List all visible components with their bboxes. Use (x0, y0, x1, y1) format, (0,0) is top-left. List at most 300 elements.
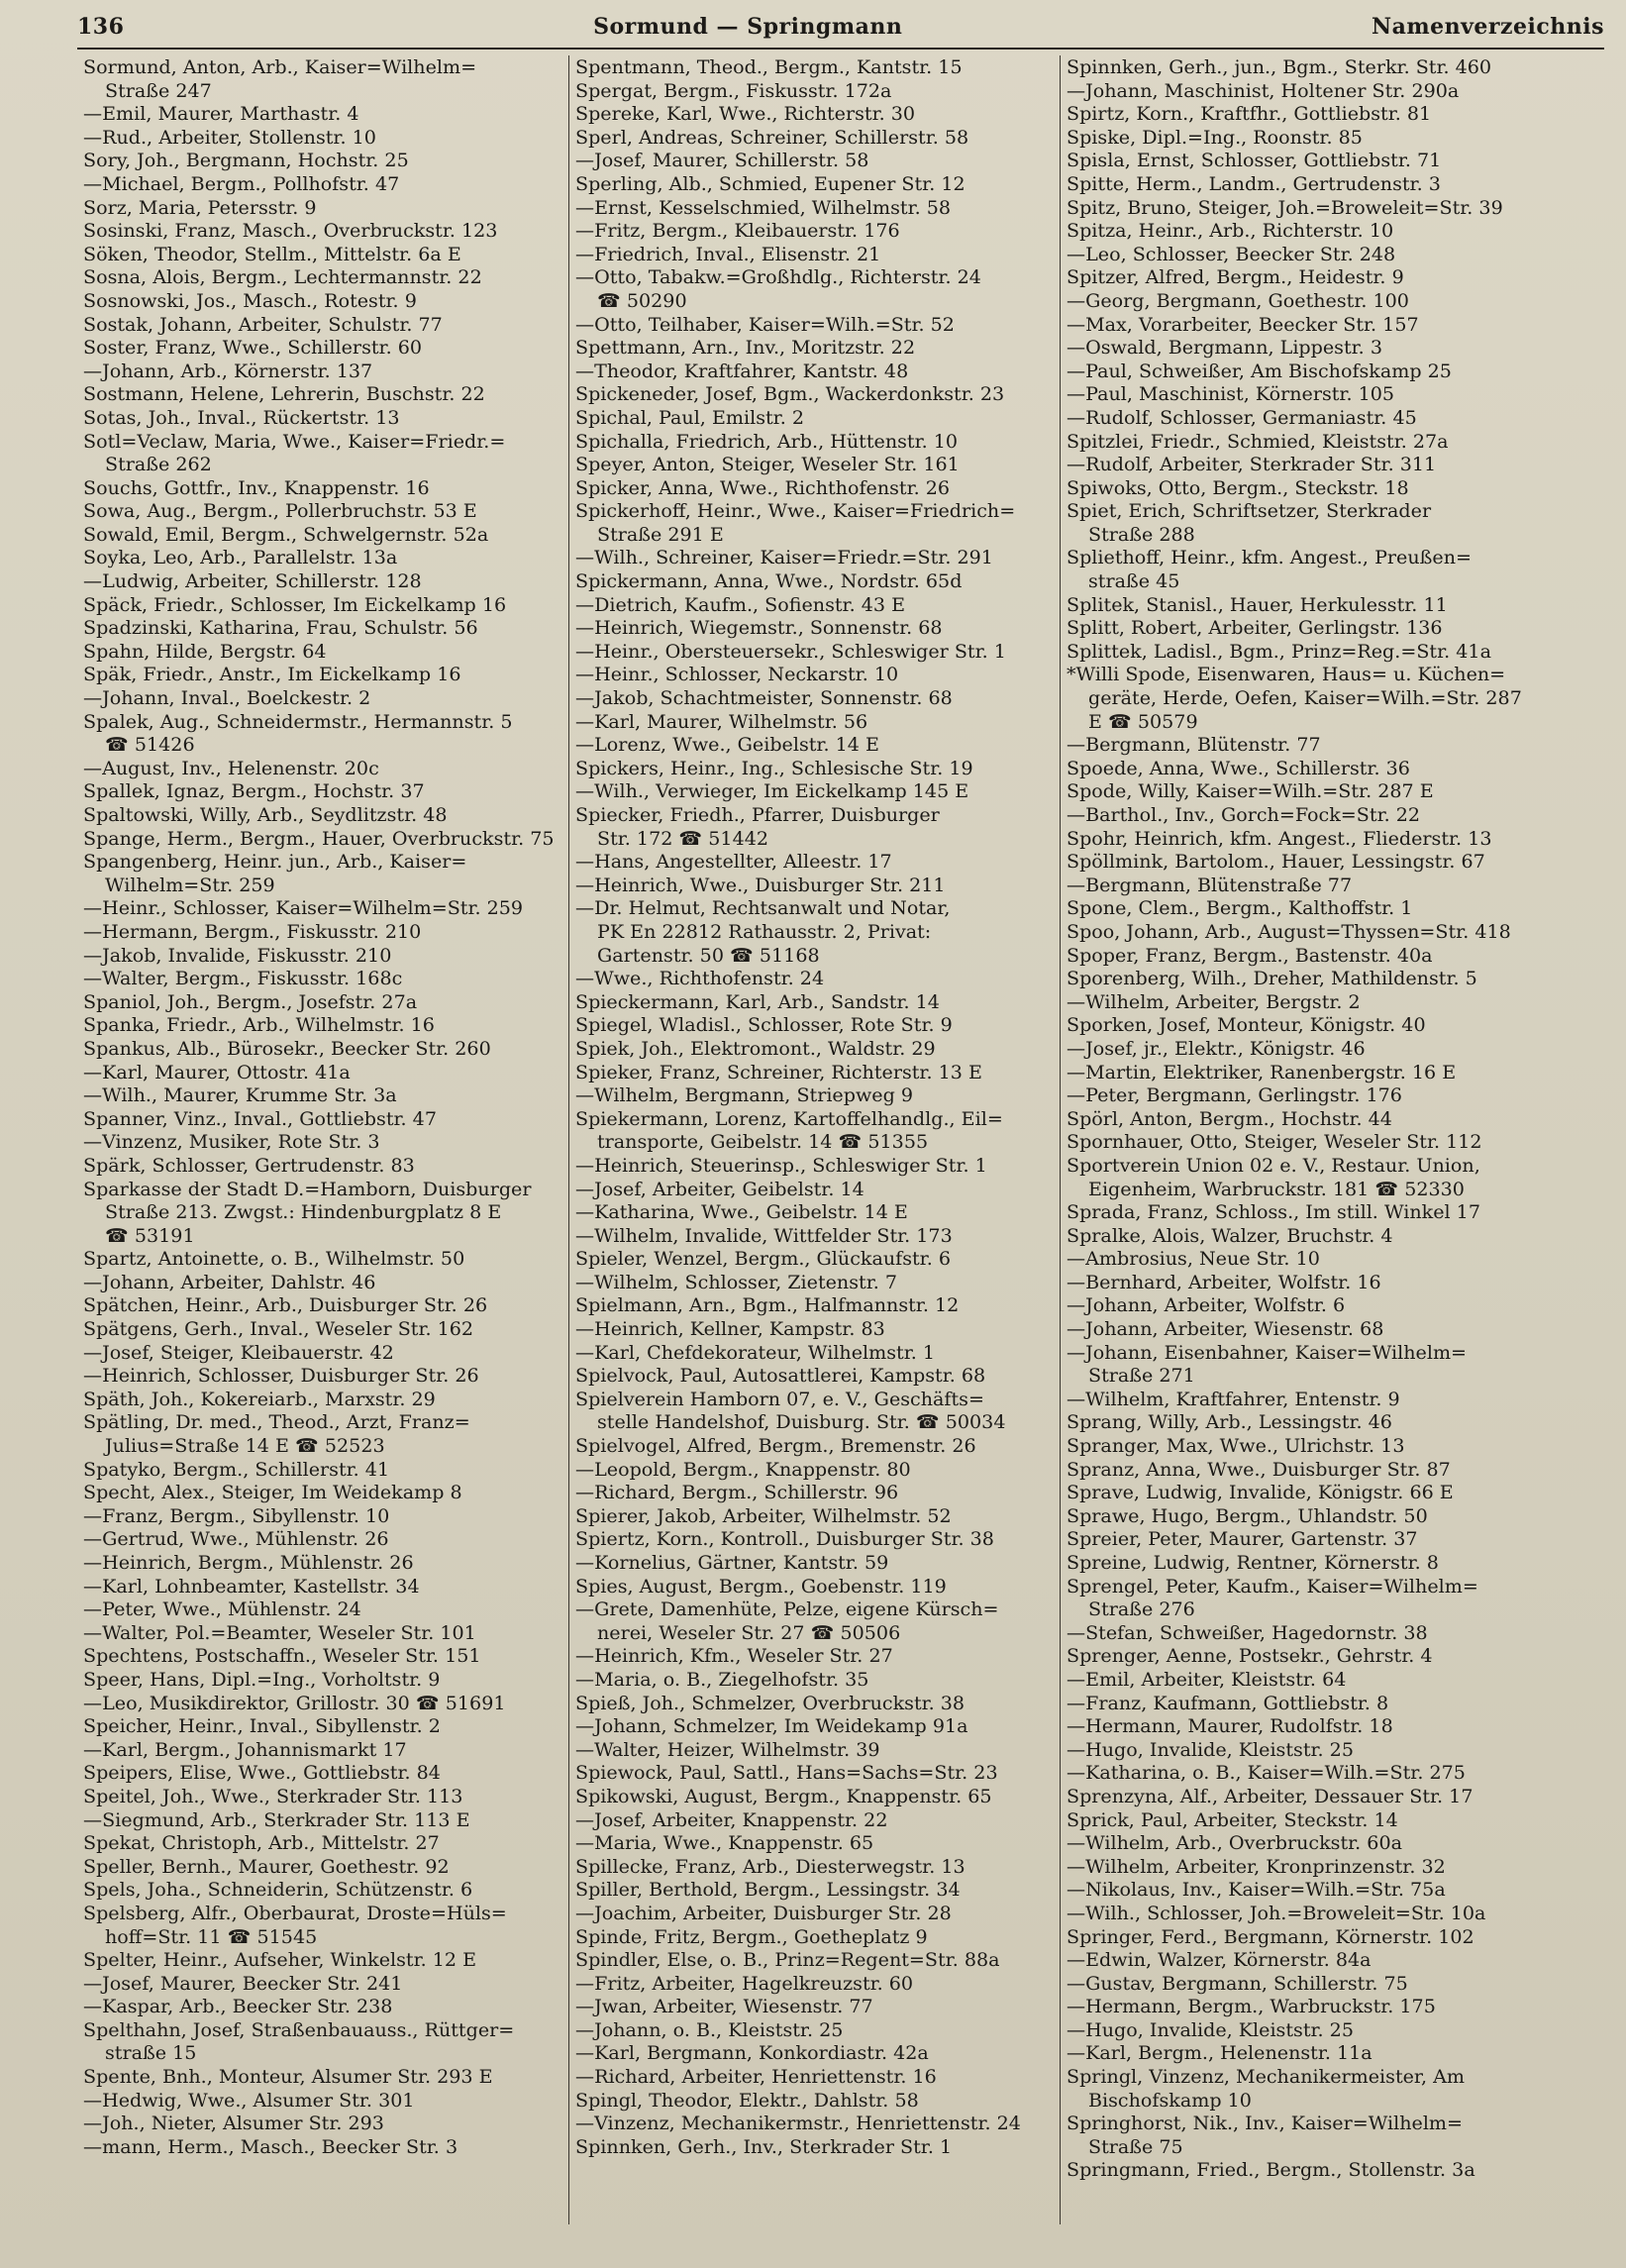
entry-text: Spitzlei, Friedr., Schmied, Kleiststr. 27a (1067, 429, 1449, 453)
entry-text: —Martin, Elektriker, Ranenbergstr. 16 E (1067, 1060, 1457, 1083)
directory-entry (83, 803, 562, 827)
entry-text: —Heinrich, Kfm., Weseler Str. 27 (575, 1644, 893, 1668)
directory-entry (1067, 453, 1545, 476)
directory-entry (575, 1388, 1054, 1434)
directory-entry (83, 1504, 562, 1528)
directory-entry (575, 686, 1054, 710)
directory-entry (83, 1154, 562, 1178)
entry-text: Speller, Bernh., Maurer, Goethestr. 92 (83, 1854, 450, 1878)
directory-entry (1067, 616, 1545, 640)
directory-entry (575, 1785, 1054, 1808)
entry-text: —Jakob, Schachtmeister, Sonnenstr. 68 (575, 686, 953, 710)
directory-entry (83, 1364, 562, 1388)
entry-text: Spahn, Hilde, Bergstr. 64 (83, 639, 327, 663)
entry-text: —Joachim, Arbeiter, Duisburger Str. 28 (575, 1901, 952, 1924)
directory-entry (83, 593, 562, 617)
entry-text: —Johann, Arbeiter, Wolfstr. 6 (1067, 1293, 1346, 1317)
directory-entry (83, 1458, 562, 1482)
directory-entry (1067, 1061, 1545, 1084)
entry-text: —Wilhelm, Schlosser, Zietenstr. 7 (575, 1270, 898, 1293)
directory-entry (1067, 1644, 1545, 1668)
directory-entry (83, 55, 562, 102)
entry-text: Spornhauer, Otto, Steiger, Weseler Str. 112 (1067, 1130, 1482, 1154)
directory-entry (1067, 1341, 1545, 1388)
column-3 (1060, 55, 1551, 2224)
entry-text: Sosnowski, Jos., Masch., Rotestr. 9 (83, 288, 417, 312)
entry-text: Spinde, Fritz, Bergm., Goetheplatz 9 (575, 1924, 928, 1948)
entry-text: Specht, Alex., Steiger, Im Weidekamp 8 (83, 1481, 462, 1504)
entry-text: Sotl=Veclaw, Maria, Wwe., Kaiser=Friedr.= (83, 429, 506, 453)
directory-entry (575, 779, 1054, 803)
entry-text: Spieß, Joh., Schmelzer, Overbruckstr. 38 (575, 1691, 965, 1714)
directory-entry (83, 944, 562, 968)
entry-text: Spelter, Heinr., Aufseher, Winkelstr. 12 E (83, 1948, 477, 1972)
directory-entry (575, 382, 1054, 406)
directory-entry (83, 896, 562, 920)
directory-entry (1067, 289, 1545, 313)
directory-entry (1067, 733, 1545, 757)
entry-text: —Heinrich, Wiegemstr., Sonnenstr. 68 (575, 616, 943, 640)
entry-text: Spiwoks, Otto, Bergm., Steckstr. 18 (1067, 475, 1409, 499)
entry-text: —Johann, Maschinist, Holtener Str. 290a (1067, 78, 1460, 102)
entry-text: Spiek, Joh., Elektromont., Waldstr. 29 (575, 1036, 936, 1060)
directory-entry (1067, 896, 1545, 920)
entry-text: Springl, Vinzenz, Mechanikermeister, Am (1067, 2065, 1465, 2089)
entry-text: —Otto, Tabakw.=Großhdlg., Richterstr. 24 (575, 265, 981, 289)
entry-text: Sostmann, Helene, Lehrerin, Buschstr. 22 (83, 382, 485, 406)
directory-entry (575, 569, 1054, 593)
entry-text: Spitzer, Alfred, Bergm., Heidestr. 9 (1067, 265, 1404, 289)
entry-text: Sprave, Ludwig, Invalide, Königstr. 66 E (1067, 1481, 1454, 1504)
entry-text: Spöllmink, Bartolom., Hauer, Lessingstr. 67 (1067, 850, 1485, 874)
directory-entry (1067, 967, 1545, 990)
directory-entry (1067, 196, 1545, 220)
entry-text: —Vinzenz, Mechanikermstr., Henriettenstr. 24 (575, 2112, 1021, 2135)
entry-text: —Michael, Bergm., Pollhofstr. 47 (83, 171, 400, 195)
directory-entry (1067, 640, 1545, 664)
directory-entry (1067, 1995, 1545, 2018)
entry-text: —Wilhelm, Arbeiter, Kronprinzenstr. 32 (1067, 1854, 1446, 1878)
entry-text: Spätling, Dr. med., Theod., Arzt, Franz= (83, 1410, 470, 1434)
entry-text: —Peter, Wwe., Mühlenstr. 24 (83, 1598, 361, 1621)
directory-entry (575, 1037, 1054, 1061)
directory-entry (1067, 79, 1545, 103)
entry-text: Soster, Franz, Wwe., Schillerstr. 60 (83, 336, 422, 360)
entry-text: Sprang, Willy, Arb., Lessingstr. 46 (1067, 1410, 1392, 1434)
entry-text: —Wilhelm, Invalide, Wittfelder Str. 173 (575, 1223, 953, 1247)
directory-entry (83, 1692, 562, 1715)
entry-text: Spirtz, Korn., Kraftfhr., Gottliebstr. 81 (1067, 102, 1432, 126)
directory-entry (575, 1458, 1054, 1482)
entry-text: Springhorst, Nik., Inv., Kaiser=Wilhelm= (1067, 2112, 1464, 2135)
entry-continuation: Straße 291 E (597, 522, 724, 546)
entry-continuation: Straße 271 (1088, 1364, 1195, 1388)
entry-text: —Johann, Arb., Körnerstr. 137 (83, 359, 373, 382)
directory-entry (575, 874, 1054, 897)
directory-entry (575, 1224, 1054, 1248)
entry-text: Spieler, Wenzel, Bergm., Glückaufstr. 6 (575, 1247, 952, 1271)
directory-entry (83, 1130, 562, 1154)
entry-text: Spechtens, Postschaffn., Weseler Str. 151 (83, 1644, 481, 1668)
directory-entry (575, 850, 1054, 874)
directory-entry (83, 1083, 562, 1107)
directory-entry (575, 640, 1054, 664)
directory-entry (1067, 1902, 1545, 1925)
entry-text: —Hermann, Bergm., Fiskusstr. 210 (83, 919, 422, 943)
entry-text: Speer, Hans, Dipl.=Ing., Vorholtstr. 9 (83, 1667, 441, 1691)
entry-text: —Peter, Bergmann, Gerlingstr. 176 (1067, 1083, 1402, 1107)
directory-entry (1067, 1972, 1545, 1996)
directory-entry (1067, 1948, 1545, 1972)
entry-continuation: Straße 276 (1088, 1598, 1195, 1621)
directory-entry (575, 1481, 1054, 1504)
entry-text: —Kornelius, Gärtner, Kantstr. 59 (575, 1551, 889, 1574)
directory-entry (575, 2041, 1054, 2065)
directory-entry (1067, 874, 1545, 897)
directory-entry (575, 1878, 1054, 1902)
entry-text: —Franz, Bergm., Sibyllenstr. 10 (83, 1503, 390, 1527)
entry-text: Spinnken, Gerh., jun., Bgm., Sterkr. Str. 460 (1067, 55, 1492, 78)
entry-text: —Hugo, Invalide, Kleiststr. 25 (1067, 2017, 1354, 2041)
entry-text: Spaltowski, Willy, Arb., Seydlitzstr. 48 (83, 803, 448, 826)
directory-entry (575, 1761, 1054, 1785)
directory-entry (575, 1598, 1054, 1644)
entry-text: —Karl, Chefdekorateur, Wilhelmstr. 1 (575, 1340, 936, 1364)
entry-text: —Theodor, Kraftfahrer, Kantstr. 48 (575, 359, 909, 382)
directory-entry (83, 1878, 562, 1902)
entry-text: —Johann, Arbeiter, Wiesenstr. 68 (1067, 1317, 1384, 1341)
directory-entry (575, 1247, 1054, 1271)
entry-text: Splittek, Ladisl., Bgm., Prinz=Reg.=Str. 41a (1067, 639, 1491, 663)
directory-entry (83, 406, 562, 430)
entry-text: Sory, Joh., Bergmann, Hochstr. 25 (83, 149, 409, 172)
directory-entry (83, 686, 562, 710)
entry-text: Spalek, Aug., Schneidermstr., Hermannstr. 5 (83, 709, 513, 733)
entry-text: —August, Inv., Helenenstr. 20c (83, 756, 379, 779)
entry-text: —Karl, Bergm., Johannismarkt 17 (83, 1737, 407, 1761)
entry-text: —Ernst, Kesselschmied, Wilhelmstr. 58 (575, 195, 952, 219)
directory-entry (1067, 1410, 1545, 1434)
entry-text: Spiewock, Paul, Sattl., Hans=Sachs=Str. 23 (575, 1761, 998, 1785)
entry-text: Spreine, Ludwig, Rentner, Körnerstr. 8 (1067, 1551, 1439, 1574)
directory-entry (575, 406, 1054, 430)
entry-text: —Stefan, Schweißer, Hagedornstr. 38 (1067, 1620, 1428, 1644)
directory-entry (575, 453, 1054, 476)
entry-text: Sparkasse der Stadt D.=Hamborn, Duisburger (83, 1177, 532, 1200)
entry-text: Sprenzyna, Alf., Arbeiter, Dessauer Str. 17 (1067, 1784, 1474, 1807)
directory-entry (575, 1527, 1054, 1551)
directory-entry (83, 1293, 562, 1317)
directory-entry (83, 990, 562, 1014)
entry-text: Spierer, Jakob, Arbeiter, Wilhelmstr. 52 (575, 1503, 952, 1527)
directory-entry (1067, 1878, 1545, 1902)
directory-entry (575, 430, 1054, 454)
directory-entry (83, 1271, 562, 1294)
entry-text: Spitza, Heinr., Arb., Richterstr. 10 (1067, 219, 1394, 243)
directory-entry (1067, 2041, 1545, 2065)
entry-text: —Grete, Damenhüte, Pelze, eigene Kürsch= (575, 1598, 999, 1621)
entry-continuation: E ☎ 50579 (1088, 709, 1198, 733)
directory-entry (575, 1995, 1054, 2018)
entry-text: —Wilh., Maurer, Krumme Str. 3a (83, 1083, 397, 1107)
entry-text: Späth, Joh., Kokereiarb., Marxstr. 29 (83, 1387, 436, 1410)
directory-entry (575, 196, 1054, 220)
directory-entry (83, 2018, 562, 2065)
entry-text: —Leopold, Bergm., Knappenstr. 80 (575, 1457, 911, 1481)
entry-text: Spereke, Karl, Wwe., Richterstr. 30 (575, 102, 916, 126)
entry-text: Spickeneder, Josef, Bgm., Wackerdonkstr. 23 (575, 382, 1005, 406)
entry-text: —Johann, Eisenbahner, Kaiser=Wilhelm= (1067, 1340, 1468, 1364)
directory-entry (1067, 1527, 1545, 1551)
directory-entry (83, 313, 562, 337)
directory-entry (575, 1271, 1054, 1294)
entry-text: —Georg, Bergmann, Goethestr. 100 (1067, 288, 1409, 312)
directory-entry (1067, 336, 1545, 360)
entry-text: Spone, Clem., Bergm., Kalthoffstr. 1 (1067, 896, 1413, 920)
entry-continuation: Straße 75 (1088, 2134, 1183, 2158)
directory-entry (83, 1621, 562, 1645)
entry-text: Sprick, Paul, Arbeiter, Steckstr. 14 (1067, 1807, 1398, 1831)
directory-entry (575, 1154, 1054, 1178)
entry-continuation: Str. 172 ☎ 51442 (597, 826, 769, 850)
directory-entry (83, 1995, 562, 2018)
entry-text: —Karl, Maurer, Wilhelmstr. 56 (575, 709, 868, 733)
entry-text: —Hermann, Bergm., Warbruckstr. 175 (1067, 1995, 1436, 2018)
directory-entry (1067, 1481, 1545, 1504)
directory-entry (575, 1364, 1054, 1388)
directory-entry (83, 149, 562, 172)
directory-entry (1067, 663, 1545, 733)
entry-text: Sowa, Aug., Bergm., Pollerbruchstr. 53 E (83, 499, 477, 523)
entry-text: Spiekermann, Lorenz, Kartoffelhandlg., Eil= (575, 1106, 1003, 1130)
entry-text: Sprengel, Peter, Kaufm., Kaiser=Wilhelm= (1067, 1574, 1478, 1598)
entry-text: Spärk, Schlosser, Gertrudenstr. 83 (83, 1153, 415, 1177)
directory-entry (575, 1341, 1054, 1365)
entry-text: Spode, Willy, Kaiser=Wilh.=Str. 287 E (1067, 779, 1434, 803)
entry-text: Sowald, Emil, Bergm., Schwelgernstr. 52a (83, 522, 489, 546)
directory-entry (1067, 382, 1545, 406)
entry-text: —Josef, Arbeiter, Knappenstr. 22 (575, 1807, 888, 1831)
directory-entry (83, 499, 562, 523)
entry-text: —Heinrich, Wwe., Duisburger Str. 211 (575, 873, 946, 896)
directory-entry (575, 1668, 1054, 1692)
entry-text: —Wilhelm, Arb., Overbruckstr. 60a (1067, 1831, 1402, 1855)
directory-entry (1067, 219, 1545, 243)
entry-text: Spallek, Ignaz, Bergm., Hochstr. 37 (83, 779, 425, 803)
directory-entry (575, 616, 1054, 640)
directory-entry (575, 757, 1054, 780)
directory-entry (575, 803, 1054, 850)
entry-text: —mann, Herm., Masch., Beecker Str. 3 (83, 2134, 458, 2158)
directory-entry (1067, 430, 1545, 454)
directory-entry (83, 1388, 562, 1411)
directory-entry (83, 2089, 562, 2113)
entry-text: Spanner, Vinz., Inval., Gottliebstr. 47 (83, 1106, 437, 1130)
entry-text: Späck, Friedr., Schlosser, Im Eickelkamp 16 (83, 592, 507, 616)
directory-entry (1067, 1388, 1545, 1411)
column-1 (77, 55, 568, 2224)
directory-entry (1067, 1154, 1545, 1200)
entry-text: —Wwe., Richthofenstr. 24 (575, 967, 825, 990)
entry-text: —Otto, Teilhaber, Kaiser=Wilh.=Str. 52 (575, 312, 955, 336)
entry-text: Sporken, Josef, Monteur, Königstr. 40 (1067, 1013, 1426, 1037)
entry-text: —Heinr., Schlosser, Kaiser=Wilhelm=Str. 259 (83, 896, 524, 920)
directory-entry (1067, 102, 1545, 126)
directory-entry (575, 593, 1054, 617)
entry-text: Spiegel, Wladisl., Schlosser, Rote Str. 9 (575, 1013, 953, 1037)
entry-text: —Karl, Bergmann, Konkordiastr. 42a (575, 2041, 929, 2065)
entry-text: —Franz, Kaufmann, Gottliebstr. 8 (1067, 1691, 1389, 1714)
directory-entry (1067, 1200, 1545, 1224)
directory-entry (83, 663, 562, 686)
directory-entry (575, 1083, 1054, 1107)
entry-text: —Bergmann, Blütenstr. 77 (1067, 733, 1321, 757)
entry-text: —Heinr., Schlosser, Neckarstr. 10 (575, 663, 899, 686)
entry-text: Spettmann, Arn., Inv., Moritzstr. 22 (575, 336, 916, 360)
entry-text: —Vinzenz, Musiker, Rote Str. 3 (83, 1130, 380, 1154)
entry-continuation: nerei, Weseler Str. 27 ☎ 50506 (597, 1620, 901, 1644)
directory-entry (575, 1013, 1054, 1037)
directory-entry (1067, 1761, 1545, 1785)
entry-text: —Maria, Wwe., Knappenstr. 65 (575, 1831, 874, 1855)
directory-entry (575, 1575, 1054, 1598)
entry-text: Spisla, Ernst, Schlosser, Gottliebstr. 71 (1067, 149, 1442, 172)
entry-text: Spergat, Bergm., Fiskusstr. 172a (575, 78, 892, 102)
entry-text: Spentmann, Theod., Bergm., Kantstr. 15 (575, 55, 963, 78)
entry-text: Soyka, Leo, Arb., Parallelstr. 13a (83, 546, 398, 569)
directory-entry (1067, 2158, 1545, 2182)
entry-continuation: ☎ 50290 (597, 288, 687, 312)
entry-text: Spies, August, Bergm., Goebenstr. 119 (575, 1574, 947, 1598)
directory-entry (83, 1341, 562, 1365)
directory-entry (1067, 827, 1545, 851)
entry-text: Spranz, Anna, Wwe., Duisburger Str. 87 (1067, 1457, 1451, 1481)
directory-entry (83, 1410, 562, 1457)
entry-text: —Wilhelm, Arbeiter, Bergstr. 2 (1067, 989, 1361, 1013)
entry-text: Spitte, Herm., Landm., Gertrudenstr. 3 (1067, 171, 1441, 195)
entry-text: Spekat, Christoph, Arb., Mittelstr. 27 (83, 1831, 440, 1855)
entry-text: Sperling, Alb., Schmied, Eupener Str. 12 (575, 171, 965, 195)
entry-continuation: Straße 288 (1088, 522, 1195, 546)
directory-entry (83, 1551, 562, 1575)
directory-entry (83, 1598, 562, 1621)
directory-entry (83, 360, 562, 383)
directory-entry (575, 313, 1054, 337)
directory-entry (83, 2065, 562, 2089)
directory-entry (83, 1761, 562, 1785)
directory-entry (83, 827, 562, 851)
directory-entry (575, 336, 1054, 360)
directory-entry (1067, 1434, 1545, 1458)
entry-text: —Fritz, Bergm., Kleibauerstr. 176 (575, 219, 900, 243)
entry-text: —Joh., Nieter, Alsumer Str. 293 (83, 2112, 384, 2135)
directory-entry (1067, 1037, 1545, 1061)
entry-text: —Walter, Bergm., Fiskusstr. 168c (83, 967, 403, 990)
directory-entry (1067, 2065, 1545, 2112)
entry-text: Spätchen, Heinr., Arb., Duisburger Str. 26 (83, 1293, 488, 1317)
directory-entry (1067, 1293, 1545, 1317)
entry-text: —Lorenz, Wwe., Geibelstr. 14 E (575, 733, 879, 757)
entry-text: Spange, Herm., Bergm., Hauer, Overbruckstr. 75 (83, 826, 555, 850)
entry-text: Spikowski, August, Bergm., Knappenstr. 65 (575, 1784, 992, 1807)
directory-entry (83, 243, 562, 266)
entry-continuation: stelle Handelshof, Duisburg. Str. ☎ 50034 (597, 1410, 1006, 1434)
directory-entry (83, 196, 562, 220)
entry-text: —Nikolaus, Inv., Kaiser=Wilh.=Str. 75a (1067, 1878, 1446, 1902)
entry-text: Spelsberg, Alfr., Oberbaurat, Droste=Hüls= (83, 1901, 507, 1924)
entry-text: —Josef, jr., Elektr., Königstr. 46 (1067, 1036, 1366, 1060)
entry-columns (77, 55, 1604, 2224)
entry-text: Speitel, Joh., Wwe., Sterkrader Str. 113 (83, 1784, 463, 1807)
entry-text: Springmann, Fried., Bergm., Stollenstr. 3a (1067, 2158, 1475, 2182)
entry-text: —Richard, Bergm., Schillerstr. 96 (575, 1481, 899, 1504)
directory-entry (575, 172, 1054, 196)
directory-entry (575, 2089, 1054, 2113)
entry-text: —Heinrich, Steuerinsp., Schleswiger Str. 1 (575, 1153, 987, 1177)
directory-entry (1067, 593, 1545, 617)
entry-text: Spiske, Dipl.=Ing., Roonstr. 85 (1067, 125, 1363, 149)
directory-entry (83, 850, 562, 896)
entry-continuation: Julius=Straße 14 E ☎ 52523 (105, 1434, 385, 1458)
directory-entry (1067, 360, 1545, 383)
directory-entry (575, 733, 1054, 757)
directory-entry (1067, 1738, 1545, 1762)
directory-entry (1067, 1247, 1545, 1271)
entry-text: Spatyko, Bergm., Schillerstr. 41 (83, 1457, 390, 1481)
entry-text: —Rudolf, Arbeiter, Sterkrader Str. 311 (1067, 453, 1437, 476)
entry-text: Spielverein Hamborn 07, e. V., Geschäfts= (575, 1387, 984, 1410)
directory-entry (1067, 990, 1545, 1014)
directory-entry (1067, 1107, 1545, 1131)
entry-text: —Jwan, Arbeiter, Wiesenstr. 77 (575, 1995, 873, 2018)
directory-entry (83, 430, 562, 476)
directory-entry (83, 1178, 562, 1248)
entry-text: Sormund, Anton, Arb., Kaiser=Wilhelm= (83, 55, 477, 78)
directory-entry (83, 1831, 562, 1855)
entry-text: —Walter, Pol.=Beamter, Weseler Str. 101 (83, 1620, 476, 1644)
directory-entry (575, 1738, 1054, 1762)
directory-entry (1067, 1925, 1545, 1949)
entry-text: Springer, Ferd., Bergmann, Körnerstr. 102 (1067, 1924, 1474, 1948)
directory-entry (575, 1551, 1054, 1575)
entry-text: —Kaspar, Arb., Beecker Str. 238 (83, 1995, 393, 2018)
entry-text: Spralke, Alois, Walzer, Bruchstr. 4 (1067, 1223, 1393, 1247)
directory-entry (575, 1902, 1054, 1925)
entry-text: Spitz, Bruno, Steiger, Joh.=Broweleit=Str. 39 (1067, 195, 1503, 219)
entry-text: —Dr. Helmut, Rechtsanwalt und Notar, (575, 896, 951, 920)
directory-entry (1067, 265, 1545, 289)
directory-entry (575, 1855, 1054, 1879)
entry-text: —Oswald, Bergmann, Lippestr. 3 (1067, 336, 1382, 360)
entry-text: —Hugo, Invalide, Kleiststr. 25 (1067, 1737, 1354, 1761)
entry-text: —Josef, Maurer, Schillerstr. 58 (575, 149, 869, 172)
entry-text: Spartz, Antoinette, o. B., Wilhelmstr. 50 (83, 1247, 465, 1271)
directory-entry (1067, 944, 1545, 968)
directory-entry (575, 499, 1054, 546)
directory-entry (575, 1972, 1054, 1996)
directory-entry (1067, 2112, 1545, 2158)
entry-text: Späk, Friedr., Anstr., Im Eickelkamp 16 (83, 663, 461, 686)
entry-text: —Gustav, Bergmann, Schillerstr. 75 (1067, 1971, 1408, 1995)
entry-text: Spels, Joha., Schneiderin, Schützenstr. 6 (83, 1878, 473, 1902)
directory-entry (1067, 1621, 1545, 1645)
entry-text: Spingl, Theodor, Elektr., Dahlstr. 58 (575, 2088, 919, 2112)
directory-entry (1067, 1714, 1545, 1738)
directory-entry (575, 79, 1054, 103)
directory-entry (575, 2065, 1054, 2089)
entry-text: Spelthahn, Josef, Straßenbauauss., Rüttger= (83, 2017, 515, 2041)
directory-entry (575, 1107, 1054, 1154)
